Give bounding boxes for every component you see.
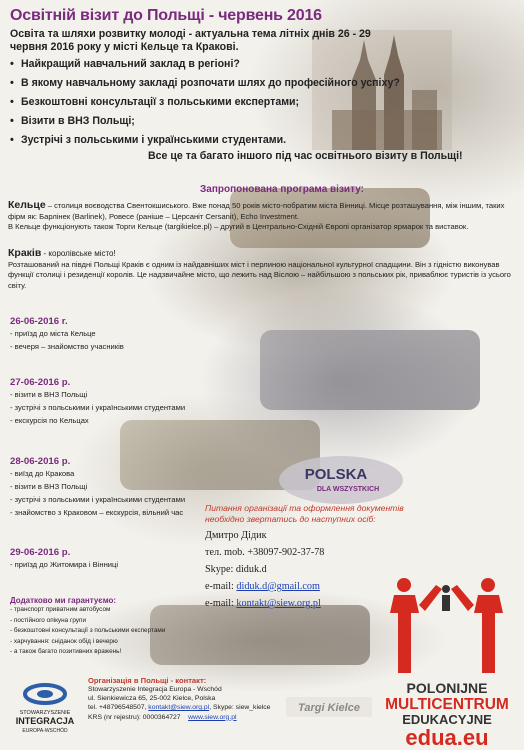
- schedule-item: - приїзд до Житомира і Вінниці: [10, 560, 119, 569]
- intro-text: Освіта та шляхи розвитку молоді - актуальна тема літніх днів 26 - 29 червня 2016 року у місті Кельце та Кракові.: [10, 28, 371, 53]
- organization-phone-row: tel. +48796548507, kontakt@siew.org.pl, Skype: siew_kielce: [88, 704, 271, 712]
- feature-list: [10, 55, 400, 150]
- feature-item: • Найкращий навчальний заклад в регіоні?: [10, 55, 400, 74]
- schedule-item: - зустрічі з польськими і українськими студентами: [10, 495, 186, 504]
- feature-item: • Візити в ВНЗ Польщі;: [10, 112, 400, 131]
- schedule-item: - виїзд до Кракова: [10, 469, 75, 478]
- pme-line2: MULTICENTRUM: [385, 696, 509, 713]
- feature-item: • Зустрічі з польськими і українськими студентами.: [10, 131, 400, 150]
- krakow-name: Краків: [8, 247, 42, 259]
- polska-text: POLSKA: [304, 466, 368, 483]
- krakow-description: Краків - королівське місто! Розташований на півдні Польщі Краків є одним із найдавніших міст і перлиною національної культурної спадщини. Він з гідністю виконував функції столиці і резиденції королів. Це надзвичайне місто, що лежить над Віслою – найбільшою з польських рік, приваблює туристів із усього світу.: [8, 247, 511, 290]
- bullet-icon: •: [10, 134, 14, 146]
- guarantee-item: - а також багато позитивних вражень!: [10, 648, 122, 655]
- guarantee-item: - харчування: сніданок обід і вечерю: [10, 637, 118, 645]
- contacts-subheading: необхідно звертатись до наступних осіб:: [205, 514, 376, 524]
- organization-email-link[interactable]: kontakt@siew.org.pl: [148, 704, 210, 712]
- contact-email-row: e-mail: diduk.d@gmail.com: [205, 581, 320, 592]
- schedule-item: - візити в ВНЗ Польщі: [10, 482, 88, 491]
- feature-item: • Безкоштовні консультації з польськими експертами;: [10, 93, 400, 112]
- guarantee-item: - постійного опікуна групи: [10, 616, 87, 624]
- schedule-item: - приїзд до міста Кельце: [10, 329, 96, 338]
- polonijne-multicentrum-logo: [370, 575, 524, 750]
- guarantee-heading: Додатково ми гарантуємо:: [10, 596, 117, 605]
- kielce-description: Кельце – столиця воєводства Свентокшиського. Вже понад 50 років місто-побратим міста Вінниці. Місце розташування, між іншим, таких фірм як: Барлінек (Barlinek), Ровесе (раніше – Церсаніт Cersanit), Echo Investment. В Кельце функціонують також Торги Кельце (targikielce.pl) – другий в Центрально-Східній Європі організатор ярмарок та виставок.: [8, 199, 505, 231]
- schedule-date: 28-06-2016 р.: [10, 456, 71, 467]
- schedule-day: [10, 547, 118, 571]
- dla-wszystkich-text: DLA WSZYSTKICH: [316, 486, 380, 493]
- feature-item: • В якому навчальному закладі розпочати шлях до професійного успіху?: [10, 74, 400, 93]
- schedule-date: 27-06-2016 р.: [10, 377, 71, 388]
- organization-website-link[interactable]: www.siew.org.pl: [188, 713, 237, 721]
- organization-name: Stowarzyszenie Integracja Europa - Wschód: [88, 686, 222, 693]
- schedule-item: - знайомство з Краковом – екскурсія, вільний час: [10, 508, 184, 517]
- email-link-kontakt[interactable]: kontakt@siew.org.pl: [236, 598, 321, 609]
- bullet-icon: •: [10, 115, 14, 127]
- schedule-item: - візити в ВНЗ Польщі: [10, 390, 88, 399]
- schedule-item: - вечеря – знайомство учасників: [10, 342, 124, 351]
- guarantee-block: [10, 596, 165, 658]
- guarantee-item: - безкоштовні консультації з польськими експертами: [10, 627, 166, 634]
- svg-text:INTEGRACJA: INTEGRACJA: [15, 716, 75, 726]
- organization-heading: Організація в Польщі - контакт:: [88, 676, 207, 685]
- kielce-fair-text: В Кельце функціонують також Торги Кельце (targikielce.pl) – другий в Центрально-Східній Європі організатор ярмарок та виставок.: [8, 222, 469, 231]
- polska-dla-wszystkich-badge: [278, 455, 404, 505]
- photo-group-footer: [150, 605, 370, 665]
- organization-address: ul. Sienkiewicza 65, 25-002 Kielce, Polska: [88, 695, 216, 703]
- svg-text:STOWARZYSZENIE: STOWARZYSZENIE: [19, 710, 71, 716]
- kielce-name: Кельце: [8, 199, 46, 211]
- contact-email-row: e-mail: kontakt@siew.org.pl: [205, 598, 321, 609]
- contact-skype: Skype: diduk.d: [205, 564, 267, 575]
- pme-line1: POLONIJNE: [406, 680, 488, 696]
- pme-domain: edua.eu: [405, 725, 489, 750]
- schedule-item: - екскурсія по Кельцах: [10, 416, 89, 425]
- organization-contact: [88, 676, 270, 722]
- svg-text:Targi Kielce: Targi Kielce: [298, 702, 360, 714]
- email-link-diduk[interactable]: diduk.d@gmail.com: [236, 581, 320, 592]
- svg-text:EUROPA-WSCHÓD: EUROPA-WSCHÓD: [22, 728, 68, 734]
- siew-logo: [8, 680, 83, 740]
- pme-line3: EDUKACYJNE: [402, 712, 492, 727]
- schedule-item: - зустрічі з польськими і українськими студентами: [10, 403, 186, 412]
- contacts-heading: Питання організації та оформлення документів: [205, 503, 404, 513]
- poster-title: Освітній візит до Польщі - червень 2016: [10, 7, 322, 24]
- photo-students-group: [260, 330, 480, 410]
- guarantee-item: - транспорт приватним автобусом: [10, 606, 111, 613]
- program-heading: Запропонована програма візиту:: [200, 184, 364, 195]
- targi-kielce-logo: [286, 697, 372, 717]
- schedule-day: [10, 456, 185, 519]
- organization-krs-row: KRS (nr rejestru): 0000364727 www.siew.org.pl: [88, 713, 237, 721]
- schedule-day: [10, 377, 185, 427]
- contact-phone: тел. mob. +38097-902-37-78: [205, 547, 325, 558]
- schedule-day: [10, 316, 124, 353]
- closing-line: Все це та багато іншого під час освітнього візиту в Польщі!: [148, 150, 463, 162]
- schedule-date: 26-06-2016 r.: [10, 316, 68, 327]
- schedule-date: 29-06-2016 р.: [10, 547, 71, 558]
- bullet-icon: •: [10, 96, 14, 108]
- bullet-icon: •: [10, 58, 14, 70]
- contact-name: Дмитро Дідик: [205, 530, 267, 541]
- bullet-icon: •: [10, 77, 14, 89]
- krakow-text: Розташований на півдні Польщі Краків є одним із найдавніших міст і перлиною національної культурної спадщини. Він з гідністю виконував функції столиці і резиденції королів. Це надзвичайне місто, що лежить над Віслою – найбільшою з польських рік, приваблює туристів із усього світу.: [8, 259, 511, 290]
